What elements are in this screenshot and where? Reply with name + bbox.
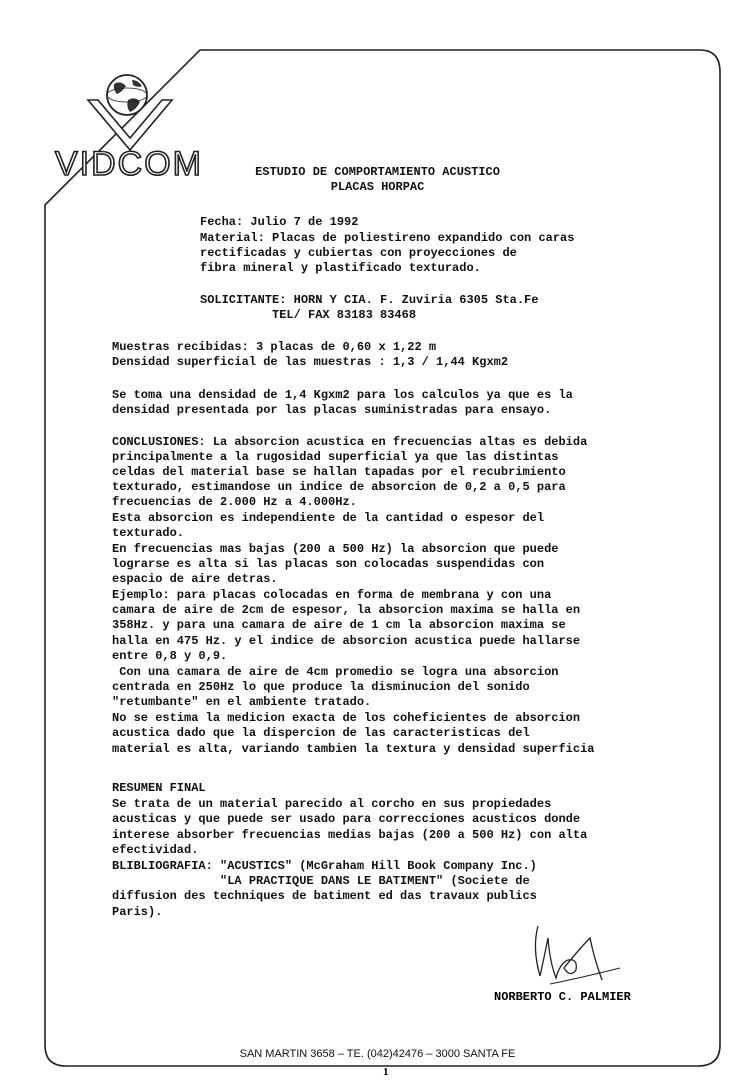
fecha-line: Fecha: Julio 7 de 1992 (200, 215, 359, 229)
text-line: texturado, estimandose un indice de absorcion de 0,2 a 0,5 para (112, 480, 566, 494)
muestras-line-1: Muestras recibidas: 3 placas de 0,60 x 1,22 m (112, 340, 437, 354)
text-line: Ejemplo: para placas colocadas en forma de membrana y con una (112, 588, 552, 602)
text-line: texturado. (112, 526, 185, 540)
text-line: "LA PRACTIQUE DANS LE BATIMENT" (Societe de (112, 874, 530, 888)
densidad-line-2: densidad presentada por las placas suministradas para ensayo. (112, 403, 552, 417)
text-line: entre 0,8 y 0,9. (112, 649, 228, 663)
muestras-line-2: Densidad superficial de las muestras : 1,3 / 1,44 Kgxm2 (112, 355, 509, 369)
text-line: En frecuencias mas bajas (200 a 500 Hz) la absorcion que puede (112, 542, 559, 556)
text-line: No se estima la medicion exacta de los coheficientes de absorcion (112, 711, 581, 725)
text-line: Esta absorcion es independiente de la cantidad o espesor del (112, 511, 545, 525)
text-line: centrada en 250Hz lo que produce la disminucion del sonido (112, 680, 530, 694)
text-line: 358Hz. y para una camara de aire de 1 cm la absorcion maxima se (112, 618, 566, 632)
document-subtitle: PLACAS HORPAC (330, 180, 425, 194)
logo-text: VIDCOM (55, 145, 203, 183)
densidad-line-1: Se toma una densidad de 1,4 Kgxm2 para los calculos ya que es la (112, 388, 573, 402)
document-title: ESTUDIO DE COMPORTAMIENTO ACUSTICO (255, 165, 500, 179)
solicitante-line: SOLICITANTE: HORN Y CIA. F. Zuviria 6305 Sta.Fe (200, 293, 539, 307)
signature-name: NORBERTO C. PALMIER (494, 990, 631, 1004)
text-line: acusticas y que puede ser usado para correcciones acusticos donde (112, 812, 581, 826)
text-line: interese absorber frecuencias medias bajas (200 a 500 Hz) con alta (112, 828, 588, 842)
material-line-3: fibra mineral y plastificado texturado. (200, 261, 481, 275)
text-line: lograrse es alta si las placas son colocadas suspendidas con (112, 557, 545, 571)
text-line: halla en 475 Hz. y el indice de absorcion acustica puede hallarse (112, 634, 581, 648)
text-line: frecuencias de 2.000 Hz a 4.000Hz. (112, 495, 357, 509)
text-line: espacio de aire detras. (112, 572, 278, 586)
telfax-line: TEL/ FAX 83183 83468 (272, 308, 417, 322)
text-line: CONCLUSIONES: La absorcion acustica en frecuencias altas es debida (112, 435, 588, 449)
text-line: diffusion des techniques de batiment ed das travaux publics (112, 889, 537, 903)
text-line: camara de aire de 2cm de espesor, la absorcion maxima se halla en (112, 603, 581, 617)
text-line: principalmente a la rugosidad superficial ya que las distintas (112, 450, 559, 464)
text-line: BLIBLIOGRAFIA: "ACUSTICS" (McGraham Hill Book Company Inc.) (112, 859, 537, 873)
text-line: Se trata de un material parecido al corcho en sus propiedades (112, 797, 552, 811)
material-line-2: rectificadas y cubiertas con proyecciones de (200, 246, 517, 260)
signature-scribble (520, 918, 630, 993)
text-line: efectividad. (112, 843, 199, 857)
text-line: acustica dado que la dispercion de las caracteristicas del (112, 726, 530, 740)
page-number: 1 (383, 1066, 389, 1078)
text-line: "retumbante" en el ambiente tratado. (112, 695, 372, 709)
material-line-1: Material: Placas de poliestireno expandido con caras (200, 231, 575, 245)
footer-address: SAN MARTIN 3658 – TE. (042)42476 – 3000 SANTA FE (239, 1048, 516, 1060)
text-line: material es alta, variando tambien la textura y densidad superficia (112, 742, 595, 756)
text-line: celdas del material base se hallan tapadas por el recubrimiento (112, 465, 566, 479)
text-line: RESUMEN FINAL (112, 781, 206, 795)
text-line: Paris). (112, 905, 163, 919)
text-line: Con una camara de aire de 4cm promedio se logra una absorcion (112, 665, 559, 679)
